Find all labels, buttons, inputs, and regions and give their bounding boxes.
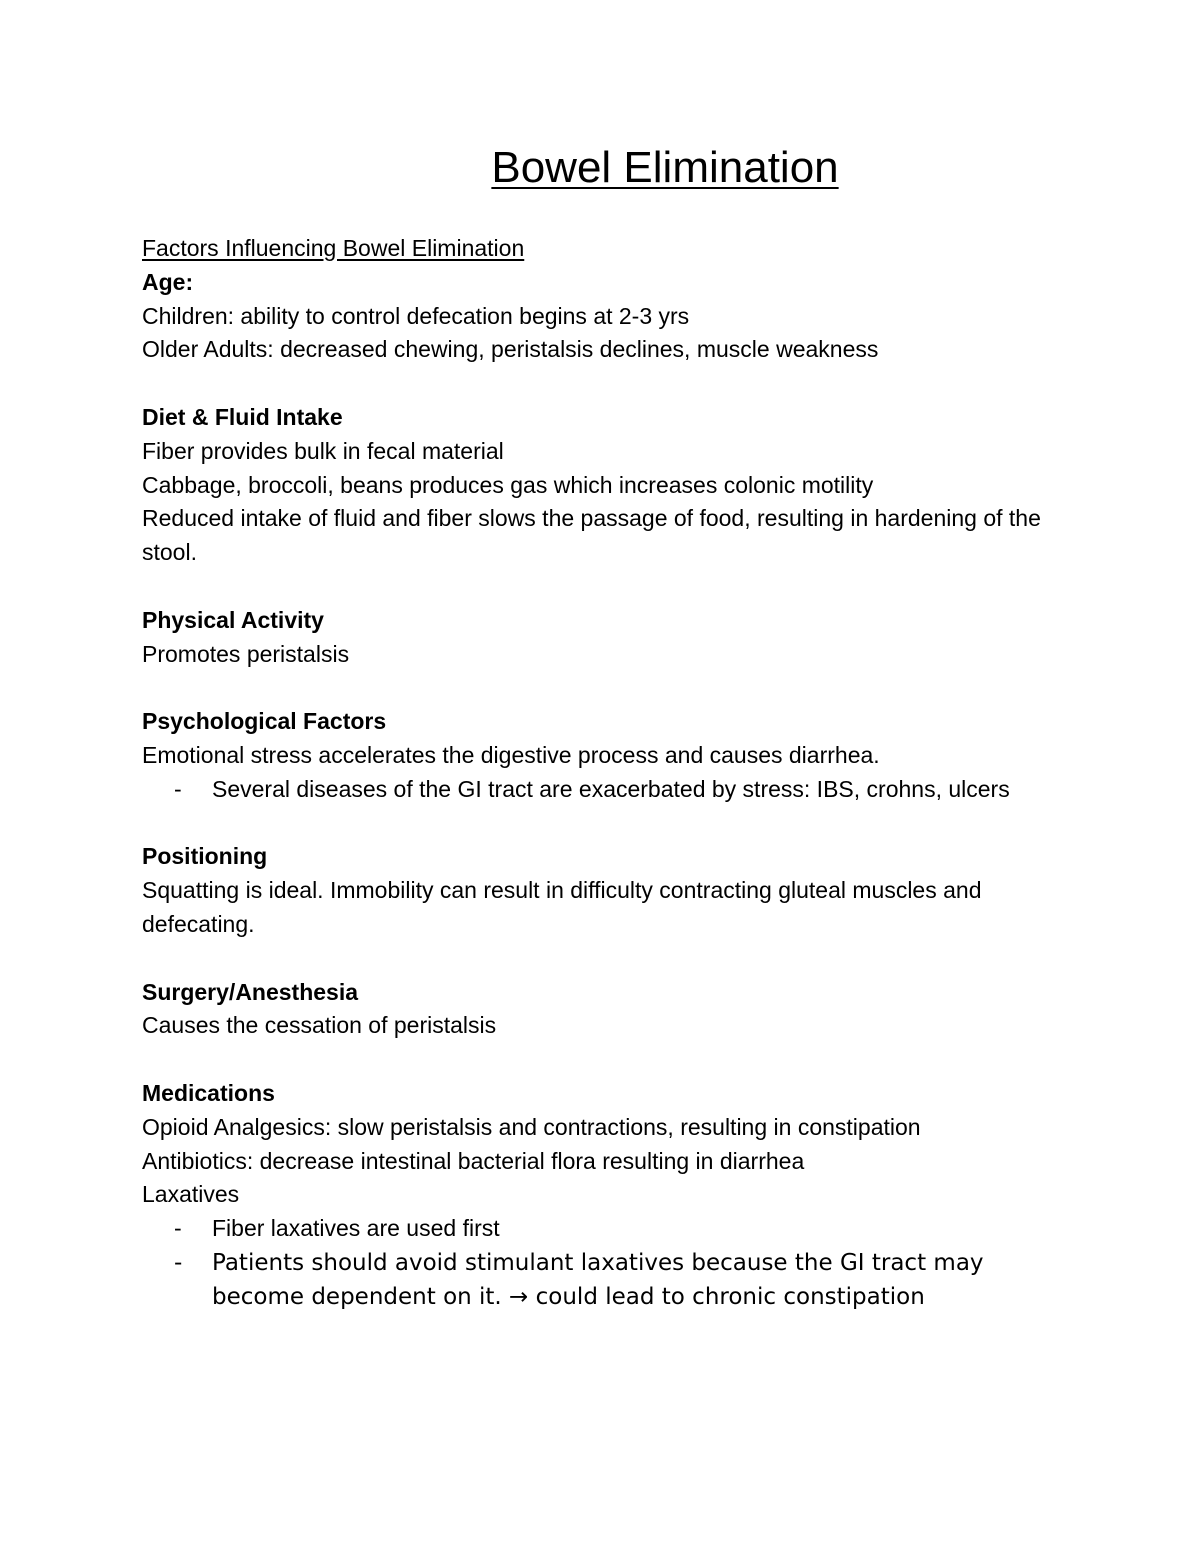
bullet-dash: - <box>174 1215 182 1242</box>
bullet-item <box>142 1212 1042 1246</box>
spacer <box>142 1043 1042 1077</box>
text-line: Emotional stress accelerates the digestive process and causes diarrhea. <box>142 741 880 768</box>
heading-age: Age: <box>142 268 194 295</box>
bullet-dash: - <box>174 1249 183 1276</box>
heading-activity: Physical Activity <box>142 606 324 633</box>
text-line: Older Adults: decreased chewing, peristalsis declines, muscle weakness <box>142 336 879 363</box>
section-subtitle: Factors Influencing Bowel Elimination <box>142 235 525 261</box>
text-line: Causes the cessation of peristalsis <box>142 1012 497 1039</box>
bullet-item <box>142 1246 1042 1315</box>
text-line: Opioid Analgesics: slow peristalsis and contractions, resulting in constipation <box>142 1113 921 1140</box>
spacer <box>142 367 1042 401</box>
heading-surgery: Surgery/Anesthesia <box>142 978 359 1005</box>
spacer <box>142 570 1042 604</box>
bullet-text: Fiber laxatives are used first <box>212 1215 500 1242</box>
text-line: Laxatives <box>142 1181 240 1208</box>
page-title: Bowel Elimination <box>491 143 839 192</box>
document-body <box>142 232 1042 1315</box>
text-line: Fiber provides bulk in fecal material <box>142 437 504 464</box>
spacer <box>142 807 1042 841</box>
text-line: Squatting is ideal. Immobility can result in difficulty contracting gluteal muscles and defecating. <box>142 877 982 937</box>
text-line: Antibiotics: decrease intestinal bacterial flora resulting in diarrhea <box>142 1147 805 1174</box>
text-line: Promotes peristalsis <box>142 640 350 667</box>
text-line: Children: ability to control defecation begins at 2-3 yrs <box>142 302 690 329</box>
text-line: Cabbage, broccoli, beans produces gas which increases colonic motility <box>142 471 874 498</box>
bullet-dash: - <box>174 775 182 802</box>
bullet-text: Patients should avoid stimulant laxatives because the GI tract may become dependent on it. → could lead to chronic constipation <box>212 1249 984 1311</box>
bullet-item <box>142 773 1042 807</box>
bullet-text: Several diseases of the GI tract are exacerbated by stress: IBS, crohns, ulcers <box>212 775 1010 802</box>
heading-medications: Medications <box>142 1079 275 1106</box>
heading-positioning: Positioning <box>142 843 268 870</box>
heading-psych: Psychological Factors <box>142 708 387 735</box>
spacer <box>142 671 1042 705</box>
heading-diet: Diet & Fluid Intake <box>142 403 343 430</box>
spacer <box>142 942 1042 976</box>
text-line: Reduced intake of fluid and fiber slows the passage of food, resulting in hardening of the stool. <box>142 505 1041 566</box>
